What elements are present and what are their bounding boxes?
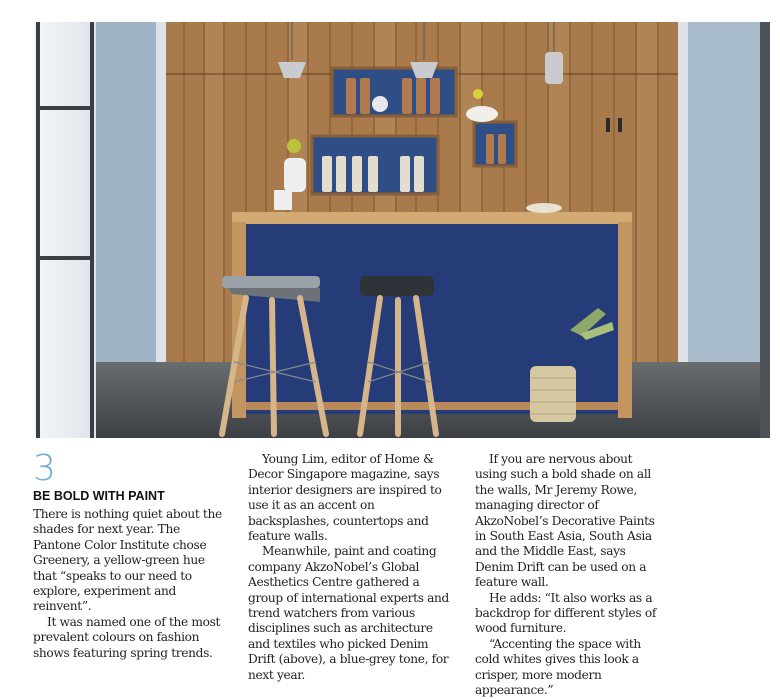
paragraph: Young Lim, editor of Home & Decor Singapore magazine, says interior designers are inspired to use it as an accent on backsplashes, countertops and feature walls. (248, 452, 442, 544)
interior-photo (34, 22, 770, 438)
paragraph: It was named one of the most prevalent colours on fashion shows featuring spring trends. (33, 614, 221, 660)
paragraph: There is nothing quiet about the shades for next year. The Pantone Color Institute chose Greenery, a yellow-green hue that “speaks to our need to explore, experiment and reinvent”. (33, 507, 222, 614)
article-heading: BE BOLD WITH PAINT (33, 489, 165, 503)
wall-shelf (332, 68, 456, 116)
section-number: 3 (33, 448, 56, 489)
paragraph: “Accenting the space with cold whites gives this look a crisper, more modern appearance.” (475, 636, 641, 698)
paragraph: If you are nervous about using such a bold shade on all the walls, Mr Jeremy Rowe, managing director of AkzoNobel’s Decorative Paints in South East Asia, South Asia and the Middle East, says Denim Drift can be used on a feature wall. (475, 452, 655, 590)
paragraph: Meanwhile, paint and coating company AkzoNobel’s Global Aesthetics Centre gathered a group of international experts and trend watchers from various disciplines such as architecture and textiles who picked Denim Drift (above), a blue-grey tone, for next year. (248, 544, 450, 682)
article-column-2 (248, 452, 456, 683)
article-column-3 (475, 452, 665, 699)
window (34, 22, 96, 438)
article-column-1 (33, 448, 229, 661)
wall-shelf (312, 136, 438, 194)
paragraph: He adds: “It also works as a backdrop for different styles of wood furniture. (475, 590, 656, 636)
wall-shelf (474, 122, 516, 166)
